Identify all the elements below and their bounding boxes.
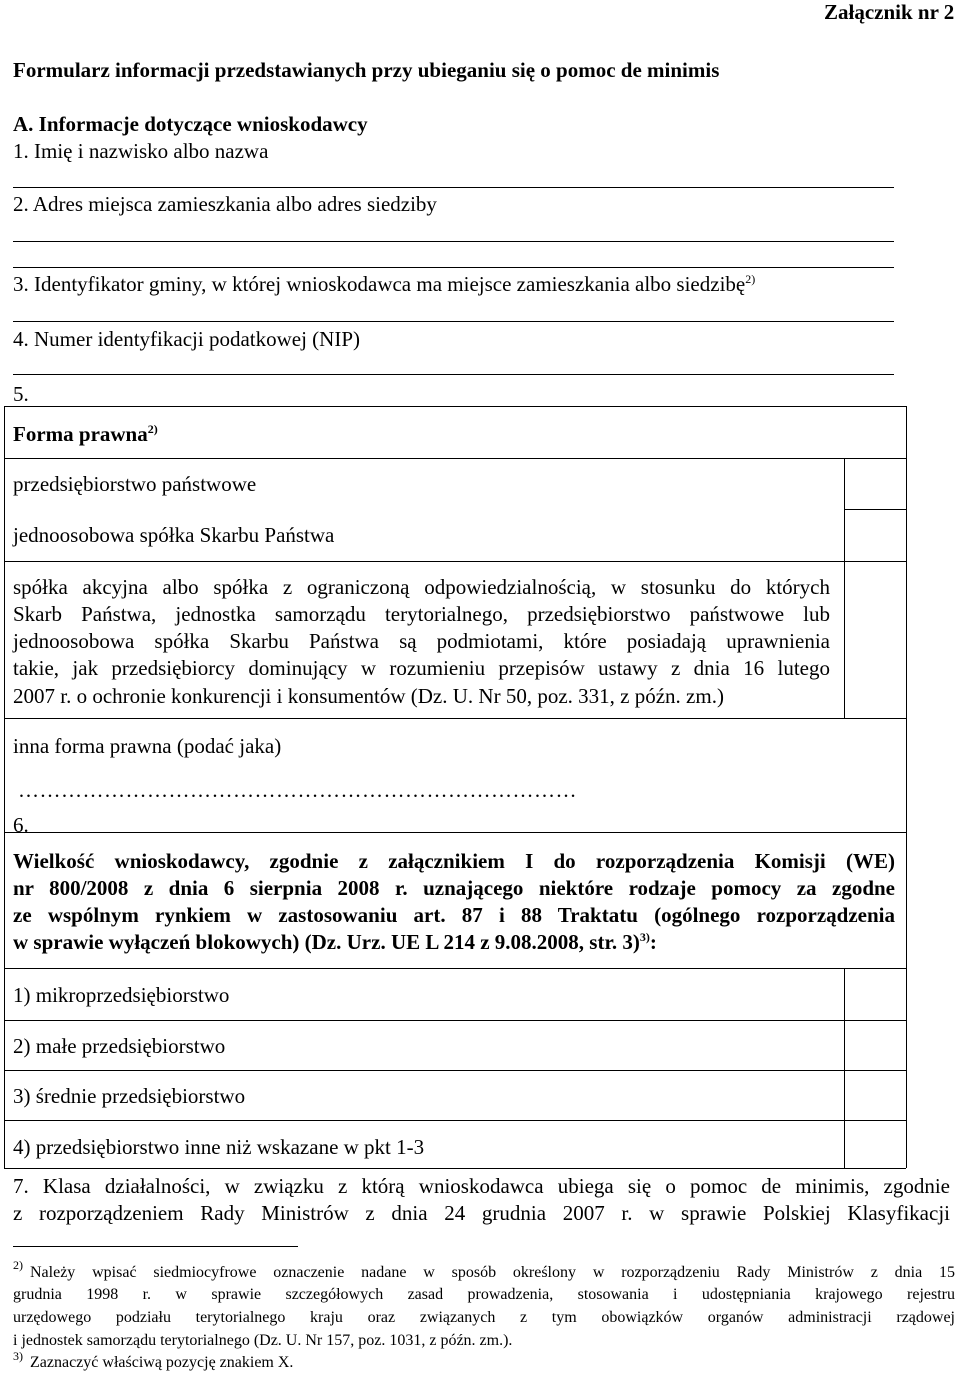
section-a-title: A. Informacje dotyczące wnioskodawcy — [13, 112, 368, 136]
footnote-separator — [13, 1246, 298, 1247]
field-7-line-2: z rozporządzeniem Rady Ministrów z dnia 24 grudnia 2007 r. w sprawie Polskiej Klasyfikacji — [13, 1201, 950, 1225]
field-2-label: 2. Adres miejsca zamieszkania albo adres siedziby — [13, 192, 437, 216]
size-checkbox-3[interactable] — [846, 1072, 904, 1118]
form-title: Formularz informacji przedstawianych przy ubieganiu się o pomoc de minimis — [13, 58, 720, 82]
legal-form-option-2: jednoosobowa spółka Skarbu Państwa — [13, 523, 335, 547]
field-1-label: 1. Imię i nazwisko albo nazwa — [13, 139, 269, 163]
footnote-ref: 2) — [745, 272, 756, 286]
field-1-line[interactable] — [13, 187, 894, 188]
size-option-1: 1) mikroprzedsiębiorstwo — [13, 983, 230, 1007]
legal-form-checkbox-1[interactable] — [846, 460, 904, 508]
legal-form-checkbox-2[interactable] — [846, 511, 904, 559]
field-2-line-2[interactable] — [13, 267, 894, 268]
field-4-line[interactable] — [13, 374, 894, 375]
size-option-4: 4) przedsiębiorstwo inne niż wskazane w pkt 1-3 — [13, 1135, 425, 1159]
size-checkbox-2[interactable] — [846, 1022, 904, 1068]
footnote-ref: 3) — [639, 930, 650, 944]
field-6-number: 6. — [13, 813, 29, 837]
legal-form-option-1: przedsiębiorstwo państwowe — [13, 472, 257, 496]
field-4-label: 4. Numer identyfikacji podatkowej (NIP) — [13, 327, 360, 351]
field-7-line-1: 7. Klasa działalności, w związku z którą wnioskodawca ubiega się o pomoc de minimis, zgodnie — [13, 1174, 950, 1198]
size-checkbox-4[interactable] — [846, 1122, 904, 1166]
legal-form-checkbox-3[interactable] — [846, 563, 904, 716]
legal-form-other-input[interactable]: …………………………………………………………………… — [18, 778, 577, 802]
field-5-number: 5. — [13, 382, 29, 406]
size-checkbox-1[interactable] — [846, 970, 904, 1018]
annex-label: Załącznik nr 2 — [824, 0, 955, 24]
field-2-line-1[interactable] — [13, 241, 894, 242]
footnote-ref: 2) — [147, 422, 158, 436]
size-option-3: 3) średnie przedsiębiorstwo — [13, 1084, 246, 1108]
field-3-label: 3. Identyfikator gminy, w której wnioskodawca ma miejsce zamieszkania albo siedzibę$^{2)}$ — [13, 272, 756, 296]
field-5-label: Forma prawna$^{2)}$ — [13, 422, 158, 446]
field-3-line[interactable] — [13, 321, 894, 322]
size-option-2: 2) małe przedsiębiorstwo — [13, 1034, 226, 1058]
legal-form-option-4: inna forma prawna (podać jaka) — [13, 734, 282, 758]
